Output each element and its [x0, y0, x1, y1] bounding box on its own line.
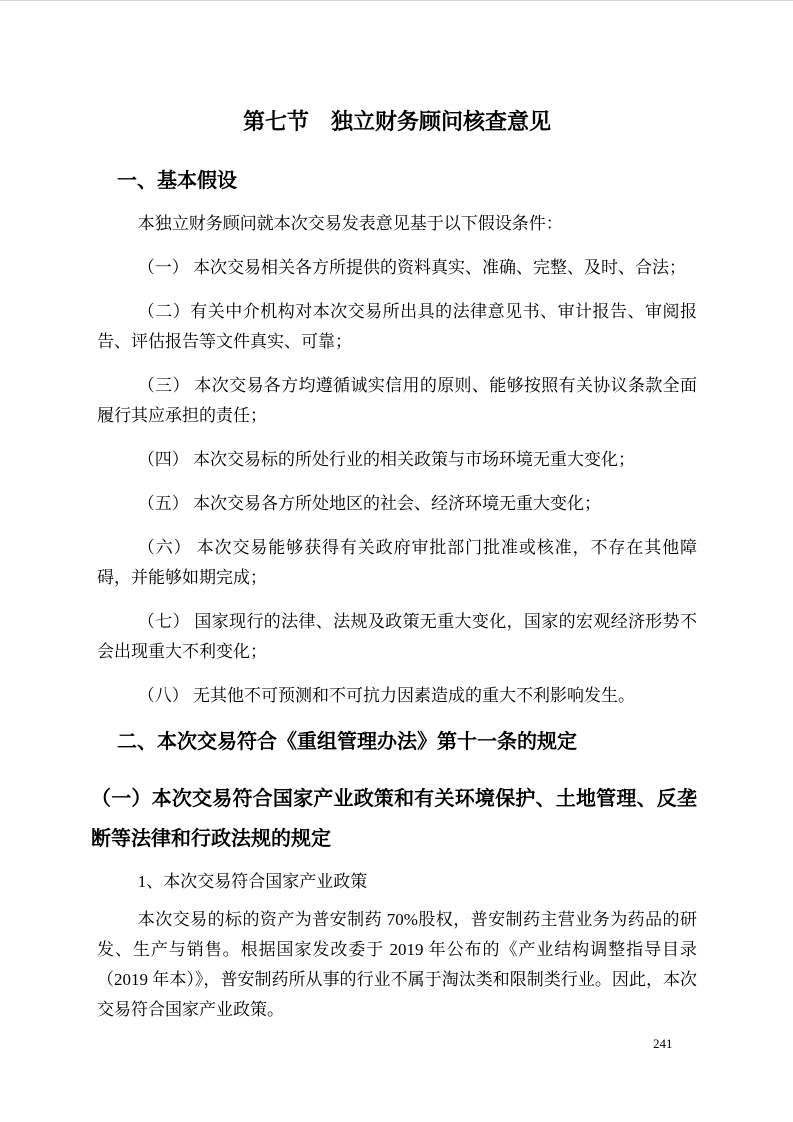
- assumption-item-5: （五） 本次交易各方所处地区的社会、经济环境无重大变化；: [137, 494, 602, 513]
- section-2-subsection-heading: （一）本次交易符合国家产业政策和有关环境保护、土地管理、反垄断等法律和行政法规的规定: [91, 788, 697, 850]
- assumption-item-6: （六） 本次交易能够获得有关政府审批部门批准或核准，不存在其他障碍，并能够如期完成；: [97, 538, 697, 587]
- assumption-item-3: （三） 本次交易各方均遵循诚实信用的原则、能够按照有关协议条款全面履行其应承担的责任；: [97, 376, 697, 425]
- assumption-item-4: （四） 本次交易标的所处行业的相关政策与市场环境无重大变化；: [137, 450, 636, 469]
- section-1-intro-paragraph: 本独立财务顾问就本次交易发表意见基于以下假设条件：: [137, 214, 563, 233]
- section-2-body-paragraph: 本次交易的标的资产为普安制药 70%股权，普安制药主营业务为药品的研发、生产与销售。根据国家发改委于 2019 年公布的《产业结构调整指导目录（2019 年本）》，普安制药所从事的行业不属于淘汰类和限制类行业。因此，本次交易符合国家产业政策。: [97, 910, 697, 1019]
- page-content: [91, 0, 697, 1039]
- section-2-point-heading: 1、本次交易符合国家产业政策: [137, 872, 368, 891]
- assumption-item-1: （一） 本次交易相关各方所提供的资料真实、准确、完整、及时、合法；: [137, 258, 687, 277]
- assumption-item-2: （二）有关中介机构对本次交易所出具的法律意见书、审计报告、审阅报告、评估报告等文件真实、可靠；: [97, 302, 697, 351]
- assumption-item-7: （七） 国家现行的法律、法规及政策无重大变化，国家的宏观经济形势不会出现重大不利变化；: [97, 612, 697, 661]
- page-title: 第七节 独立财务顾问核查意见: [242, 109, 551, 134]
- section-1-heading: 一、基本假设: [117, 170, 237, 192]
- assumption-item-8: （八） 无其他不可预测和不可抗力因素造成的重大不利影响发生。: [137, 686, 636, 705]
- section-2-heading: 二、本次交易符合《重组管理办法》第十一条的规定: [117, 731, 577, 753]
- page-number: 241: [653, 1036, 673, 1051]
